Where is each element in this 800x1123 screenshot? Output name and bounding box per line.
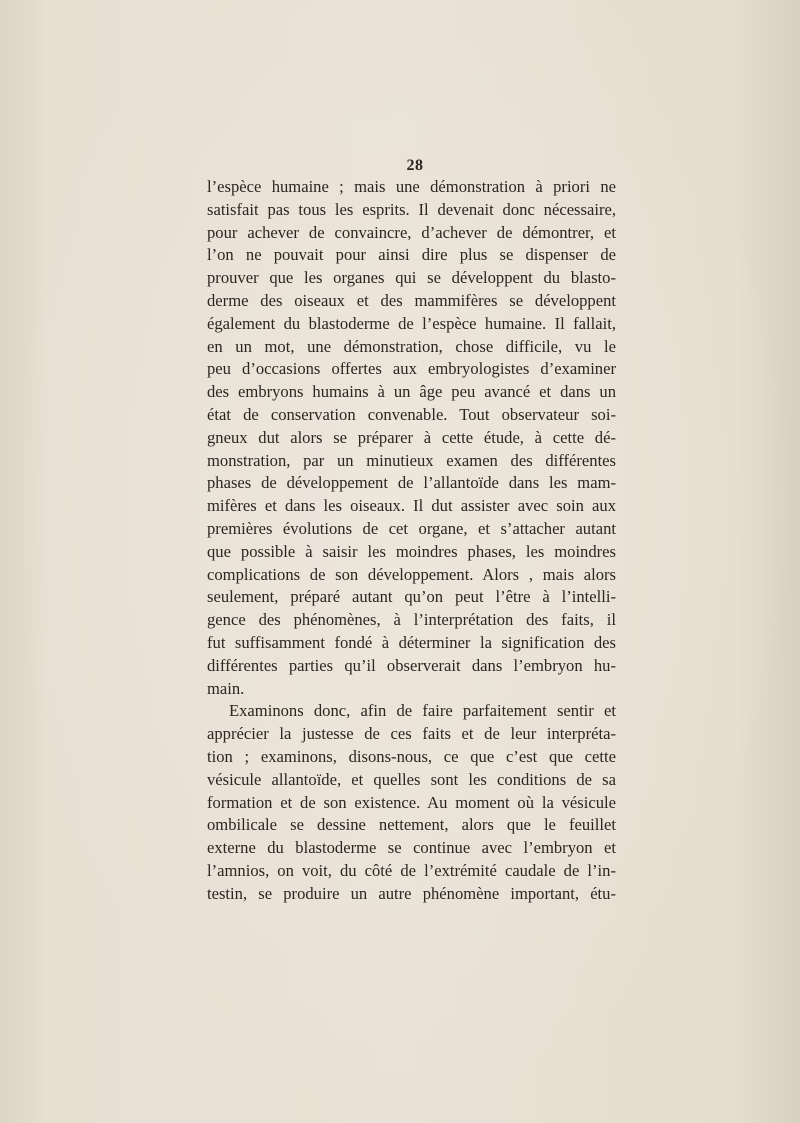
text-line: apprécier la justesse de ces faits et de leur interpréta- xyxy=(207,724,616,744)
text-line: différentes parties qu’il observerait dans l’embryon hu- xyxy=(207,655,616,675)
text-line: l’espèce humaine ; mais une démonstration à priori ne xyxy=(207,177,616,196)
text-line: complications de son développement. Alors , mais alors xyxy=(207,564,616,584)
text-line: gence des phénomènes, à l’interprétation des faits, il xyxy=(207,610,616,630)
paragraph-2 xyxy=(207,700,616,905)
text-line: externe du blastoderme se continue avec l’embryon et xyxy=(207,838,616,858)
text-line: premières évolutions de cet organe, et s’attacher autant xyxy=(207,518,616,538)
text-line: ombilicale se dessine nettement, alors que le feuillet xyxy=(207,815,616,835)
text-line: pour achever de convaincre, d’achever de démontrer, et xyxy=(207,222,616,242)
text-line: derme des oiseaux et des mammifères se développent xyxy=(207,290,616,310)
text-line: gneux dut alors se préparer à cette étude, à cette dé- xyxy=(207,427,616,447)
text-line: prouver que les organes qui se développent du blasto- xyxy=(207,268,616,288)
page-number: 28 xyxy=(406,157,424,174)
text-line: fut suffisamment fondé à déterminer la signification des xyxy=(207,632,616,652)
text-line: phases de développement de l’allantoïde dans les mam- xyxy=(207,473,616,493)
text-line: que possible à saisir les moindres phases, les moindres xyxy=(207,541,616,561)
text-line: seulement, préparé autant qu’on peut l’être à l’intelli- xyxy=(207,587,616,607)
text-line: l’on ne pouvait pour ainsi dire plus se dispenser de xyxy=(207,245,616,265)
text-line: en un mot, une démonstration, chose difficile, vu le xyxy=(207,336,616,356)
text-line: vésicule allantoïde, et quelles sont les conditions de sa xyxy=(207,769,616,789)
text-line: peu d’occasions offertes aux embryologistes d’examiner xyxy=(207,359,616,379)
text-line: des embryons humains à un âge peu avancé et dans un xyxy=(207,382,616,402)
text-line: également du blastoderme de l’espèce humaine. Il fallait, xyxy=(207,313,616,333)
text-line: satisfait pas tous les esprits. Il devenait donc nécessaire, xyxy=(207,199,616,219)
text-line: monstration, par un minutieux examen des différentes xyxy=(207,450,616,470)
body-text xyxy=(207,176,616,906)
text-line: testin, se produire un autre phénomène important, étu- xyxy=(207,883,616,903)
text-line: état de conservation convenable. Tout observateur soi- xyxy=(207,404,616,424)
text-line: main. xyxy=(207,678,245,698)
text-line: formation et de son existence. Au moment où la vésicule xyxy=(207,792,616,812)
text-line: tion ; examinons, disons-nous, ce que c’est que cette xyxy=(207,746,616,766)
text-line: Examinons donc, afin de faire parfaitement sentir et xyxy=(229,701,616,721)
text-line: l’amnios, on voit, du côté de l’extrémité caudale de l’in- xyxy=(207,860,616,880)
text-line: mifères et dans les oiseaux. Il dut assister avec soin aux xyxy=(207,496,616,516)
paragraph-1 xyxy=(207,176,616,700)
